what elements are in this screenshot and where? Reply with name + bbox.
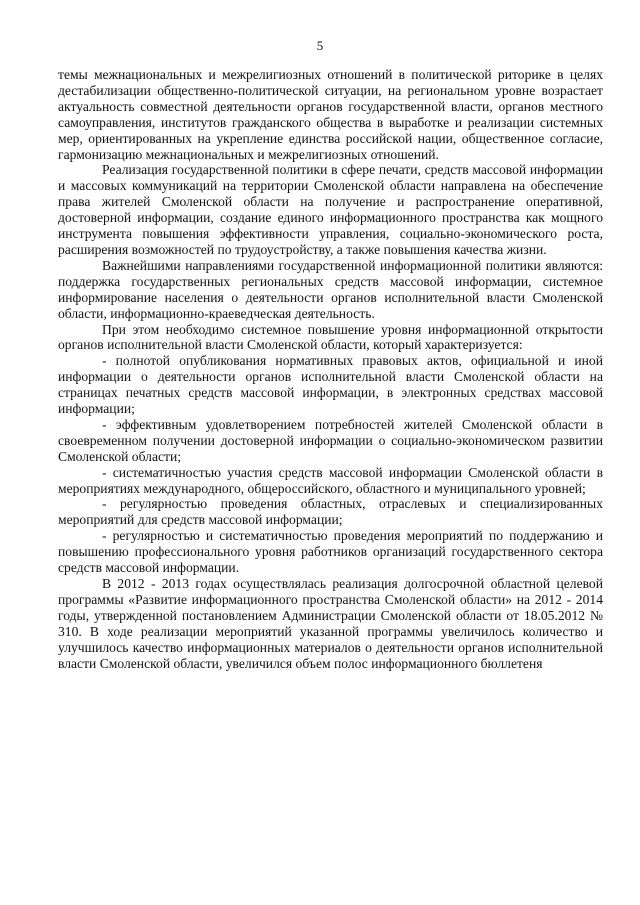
paragraph: Важнейшими направлениями государственной информационной политики являются: поддержка государственных региональных средств массовой информации, системное информирование населения о деятельности органов исполнительной власти Смоленской области, информационно-краеведческая деятельность. [58,257,603,321]
paragraph: Реализация государственной политики в сфере печати, средств массовой информации и массовых коммуникаций на территории Смоленской области направлена на обеспечение права жителей Смоленской области на получение и распространение оперативной, достоверной информации, создание единого информационного пространства как мощного инструмента повышения эффективности управления, социально-экономического роста, расширения возможностей по трудоустройству, а также повышения качества жизни. [58,162,603,257]
list-item: - эффективным удовлетворением потребностей жителей Смоленской области в своевременном получении достоверной информации о социально-экономическом развитии Смоленской области; [58,416,603,464]
list-item: - систематичностью участия средств массовой информации Смоленской области в мероприятиях международного, общероссийского, областного и муниципального уровней; [58,464,603,496]
list-item: - регулярностью проведения областных, отраслевых и специализированных мероприятий для средств массовой информации; [58,496,603,528]
paragraph: В 2012 - 2013 годах осуществлялась реализация долгосрочной областной целевой программы «Развитие информационного пространства Смоленской области» на 2012 - 2014 годы, утвержденной постановлением Администрации Смоленской области от 18.05.2012 № 310. В ходе реализации мероприятий указанной программы увеличилось количество и улучшилось качество информационных материалов о деятельности органов исполнительной власти Смоленской области, увеличился объем полос информационного бюллетеня [58,576,603,671]
paragraph: При этом необходимо системное повышение уровня информационной открытости органов исполнительной власти Смоленской области, который характеризуется: [58,321,603,353]
paragraph-continuation: темы межнациональных и межрелигиозных отношений в политической риторике в целях дестабилизации общественно-политической ситуации, на региональном уровне возрастает актуальность совместной деятельности органов государственной власти, органов местного самоуправления, институтов гражданского общества в выработке и реализации системных мер, ориентированных на укрепление единства российской нации, общественное согласие, гармонизацию межнациональных и межрелигиозных отношений. [58,67,603,162]
page-number: 5 [316,38,324,53]
list-item: - регулярностью и систематичностью проведения мероприятий по поддержанию и повышению профессионального уровня работников организаций государственного сектора средств массовой информации. [58,528,603,576]
page-body [58,67,603,671]
list-item: - полнотой опубликования нормативных правовых актов, официальной и иной информации о деятельности органов исполнительной власти Смоленской области на страницах печатных средств массовой информации, в электронных средствах массовой информации; [58,353,603,417]
